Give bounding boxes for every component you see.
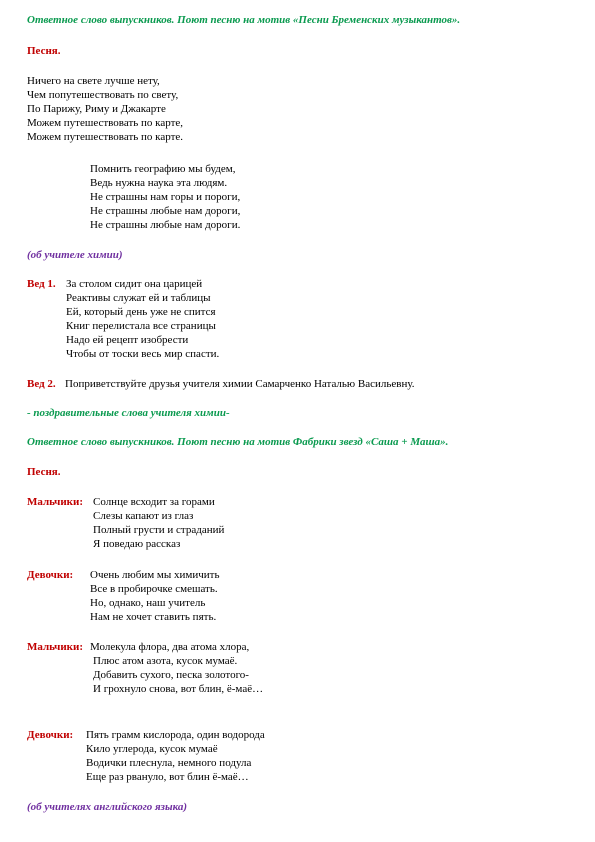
ved1-line-1: За столом сидит она царицей: [66, 278, 203, 290]
boys1-line-1: Солнце всходит за горами: [93, 496, 215, 508]
verse2-line-4: Не страшны любые нам дороги,: [90, 205, 241, 217]
boys1-line-2: Слезы капают из глаз: [93, 510, 194, 522]
song-label-1: Песня.: [27, 45, 61, 57]
verse1-line-5: Можем путешествовать по карте.: [27, 131, 184, 143]
verse2-line-5: Не страшны любые нам дороги.: [90, 219, 241, 231]
ved1-line-2: Реактивы служат ей и таблицы: [66, 292, 211, 304]
verse2-line-1: Помнить географию мы будем,: [90, 163, 236, 175]
ved2-label: Вед 2.: [27, 378, 56, 390]
heading-song-2: Ответное слово выпускников. Поют песню на мотив Фабрики звезд «Саша + Маша».: [27, 436, 449, 448]
girls1-line-2: Все в пробирочке смешать.: [90, 583, 218, 595]
girls1-line-3: Но, однако, наш учитель: [90, 597, 206, 609]
boys2-line-4: И грохнуло снова, вот блин, ё-маё…: [93, 683, 264, 695]
verse1-line-3: По Парижу, Риму и Джакарте: [27, 103, 166, 115]
song-label-2: Песня.: [27, 466, 61, 478]
verse2-line-2: Ведь нужна наука эта людям.: [90, 177, 228, 189]
verse2-line-3: Не страшны нам горы и пороги,: [90, 191, 241, 203]
girls2-label: Девочки:: [27, 729, 74, 741]
girls2-line-1: Пять грамм кислорода, один водорода: [86, 729, 265, 741]
girls1-label: Девочки:: [27, 569, 74, 581]
english-teachers-note: (об учителях английского языка): [27, 801, 188, 813]
boys2-line-2: Плюс атом азота, кусок мумаё.: [93, 655, 238, 667]
verse1-line-2: Чем попутешествовать по свету,: [27, 89, 179, 101]
ved1-label: Вед 1.: [27, 278, 56, 290]
heading-song-1: Ответное слово выпускников. Поют песню на мотив «Песни Бременских музыкантов».: [27, 14, 461, 26]
verse1-line-1: Ничего на свете лучше нету,: [27, 75, 160, 87]
ved1-line-5: Надо ей рецепт изобрести: [66, 334, 189, 346]
ved1-line-3: Ей, который день уже не спится: [66, 306, 216, 318]
girls1-line-1: Очень любим мы химичить: [90, 569, 220, 581]
boys2-line-1: Молекула флора, два атома хлора,: [90, 641, 250, 653]
chemistry-note: (об учителе химии): [27, 249, 123, 261]
boys1-line-4: Я поведаю рассказ: [93, 538, 181, 550]
girls2-line-3: Водички плеснула, немного подула: [86, 757, 252, 769]
boys2-label: Мальчики:: [27, 641, 84, 653]
girls1-line-4: Нам не хочет ставить пять.: [90, 611, 217, 623]
verse1-line-4: Можем путешествовать по карте,: [27, 117, 184, 129]
congrats-note: - поздравительные слова учителя химии-: [27, 407, 230, 419]
girls2-line-2: Кило углерода, кусок мумаё: [86, 743, 218, 755]
boys1-label: Мальчики:: [27, 496, 84, 508]
ved1-line-4: Книг перелистала все страницы: [66, 320, 216, 332]
ved1-line-6: Чтобы от тоски весь мир спасти.: [66, 348, 220, 360]
boys1-line-3: Полный грусти и страданий: [93, 524, 225, 536]
ved2-text: Поприветствуйте друзья учителя химии Самарченко Наталью Васильевну.: [65, 378, 415, 390]
boys2-line-3: Добавить сухого, песка золотого-: [93, 669, 249, 681]
girls2-line-4: Еще раз рвануло, вот блин ё-маё…: [86, 771, 249, 783]
